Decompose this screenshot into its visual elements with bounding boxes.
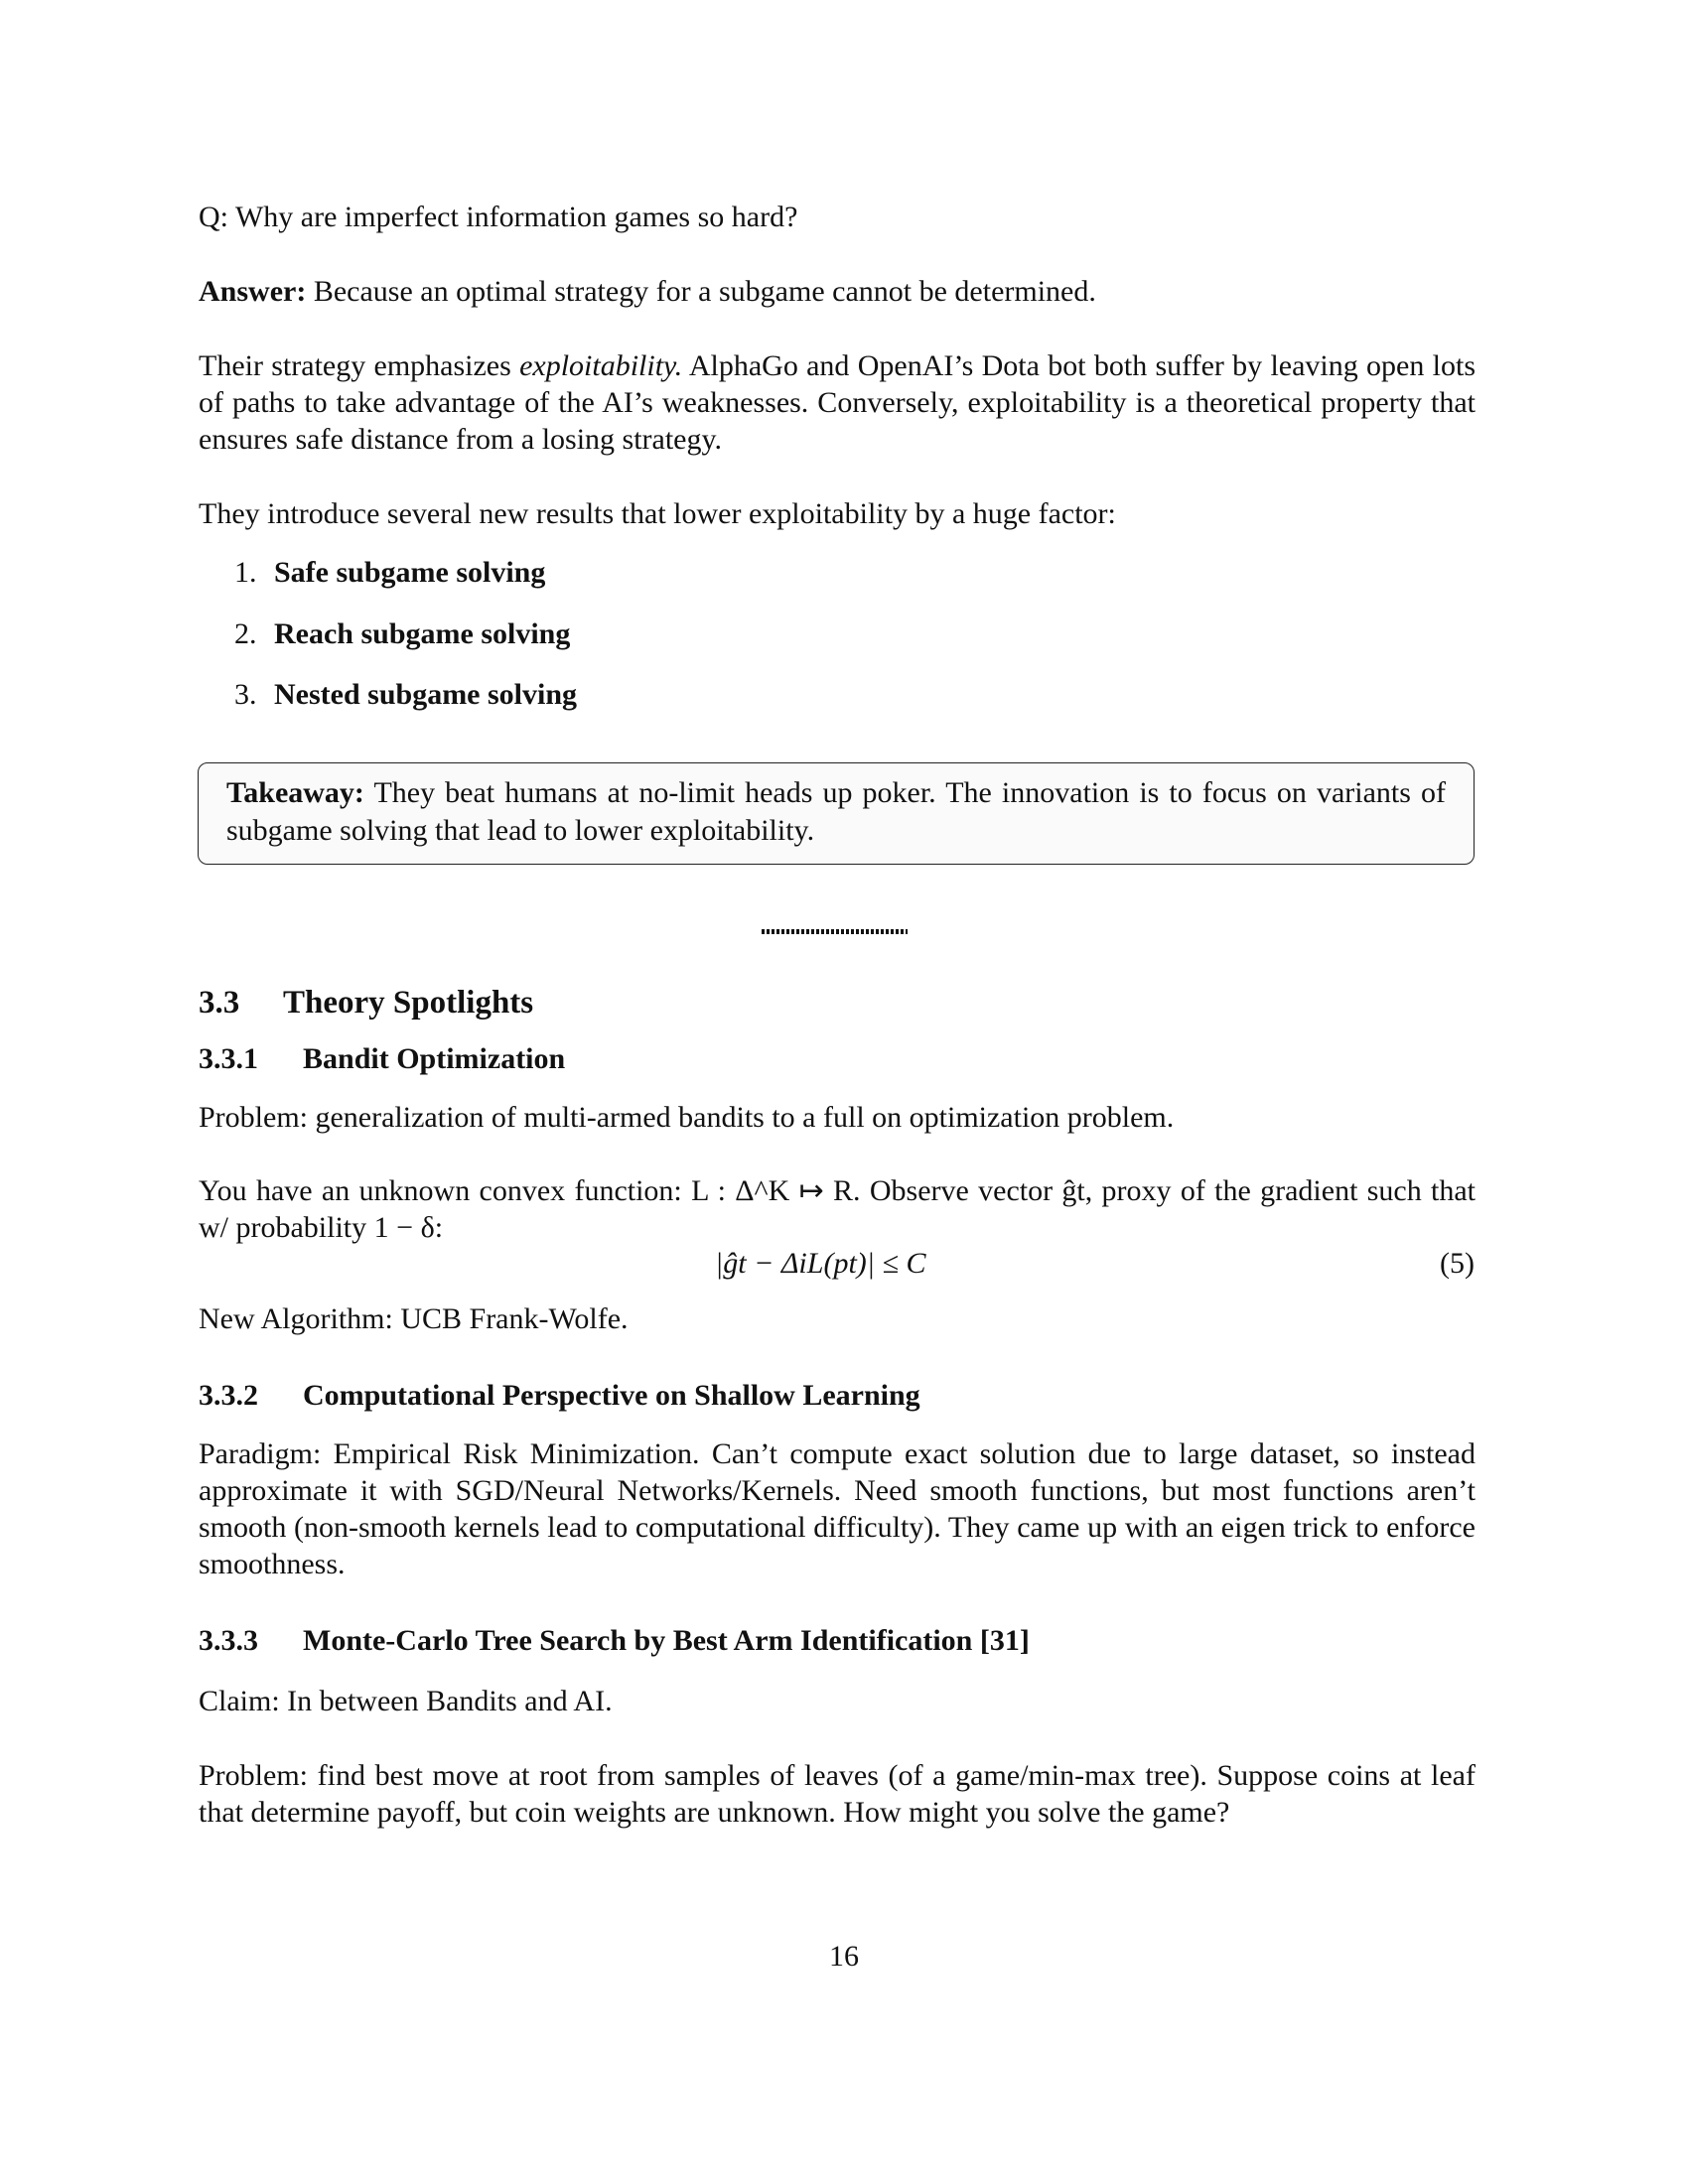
subsection-title: Monte-Carlo Tree Search by Best Arm Identification [31] (303, 1624, 1030, 1657)
subsection-heading (199, 1042, 565, 1076)
answer-label: Answer: (199, 275, 307, 308)
section-separator (762, 929, 908, 934)
takeaway-label: Takeaway: (226, 776, 364, 809)
list-item (234, 678, 577, 712)
section-title: Theory Spotlights (283, 985, 534, 1021)
subsection-heading (199, 1624, 1030, 1658)
subsection-title: Computational Perspective on Shallow Learning (303, 1379, 920, 1412)
strategy-paragraph (199, 347, 1476, 458)
algorithm-text: New Algorithm: UCB Frank-Wolfe. (199, 1302, 629, 1335)
mcts-problem-paragraph: Problem: find best move at root from samples of leaves (of a game/min-max tree). Suppose coins at leaf that determine payoff, but coin weights are unknown. How might you solve the game? (199, 1759, 1476, 1829)
problem-text: Problem: generalization of multi-armed bandits to a full on optimization problem. (199, 1101, 1175, 1134)
equation-number: (5) (1440, 1247, 1475, 1280)
section-number: 3.3 (199, 985, 240, 1021)
list-text: Reach subgame solving (274, 617, 571, 650)
subsection-number: 3.3.1 (199, 1042, 258, 1075)
emphasis: exploitability. (519, 349, 683, 382)
takeaway-box (198, 762, 1475, 865)
results-paragraph: They introduce several new results that lower exploitability by a huge factor: (199, 497, 1116, 530)
text: AlphaGo and OpenAI’s Dota bot both suffer by leaving open lots of paths to take advantage of the AI’s weaknesses. Conversely, exploitability is a theoretical property that ensures safe distance from a losing strategy. (199, 349, 1477, 456)
list-number: 3. (234, 678, 257, 711)
list-number: 1. (234, 556, 257, 589)
claim-text: Claim: In between Bandits and AI. (199, 1685, 613, 1717)
list-item (234, 556, 545, 590)
list-text: Nested subgame solving (274, 678, 578, 711)
takeaway-text: They beat humans at no-limit heads up poker. The innovation is to focus on variants of subgame solving that lead to lower exploitability. (226, 776, 1446, 847)
section-heading (199, 985, 533, 1022)
paradigm-paragraph: Paradigm: Empirical Risk Minimization. Can’t compute exact solution due to large dataset, so instead approximate it with SGD/Neural Networks/Kernels. Need smooth functions, but most functions aren’t smooth (non-smooth kernels lead to computational difficulty). They came up with an eigen trick to enforce smoothness. (199, 1437, 1476, 1580)
text: Their strategy emphasizes (199, 349, 520, 382)
subsection-heading (199, 1379, 920, 1413)
answer-text: Because an optimal strategy for a subgame cannot be determined. (306, 275, 1096, 308)
list-item (234, 617, 570, 651)
list-text: Safe subgame solving (274, 556, 546, 589)
question: Q: Why are imperfect information games so hard? (199, 201, 798, 233)
subsection-number: 3.3.2 (199, 1379, 258, 1412)
list-number: 2. (234, 617, 257, 650)
bandit-paragraph: You have an unknown convex function: L : Δ^K ↦ R. Observe vector ĝt, proxy of the gradient such that w/ probability 1 − δ: (199, 1174, 1476, 1244)
answer (199, 273, 1476, 310)
equation: |ĝt − ΔiL(pt)| ≤ C (715, 1247, 926, 1280)
page-number: 16 (829, 1940, 859, 1973)
subsection-title: Bandit Optimization (303, 1042, 566, 1075)
subsection-number: 3.3.3 (199, 1624, 258, 1657)
